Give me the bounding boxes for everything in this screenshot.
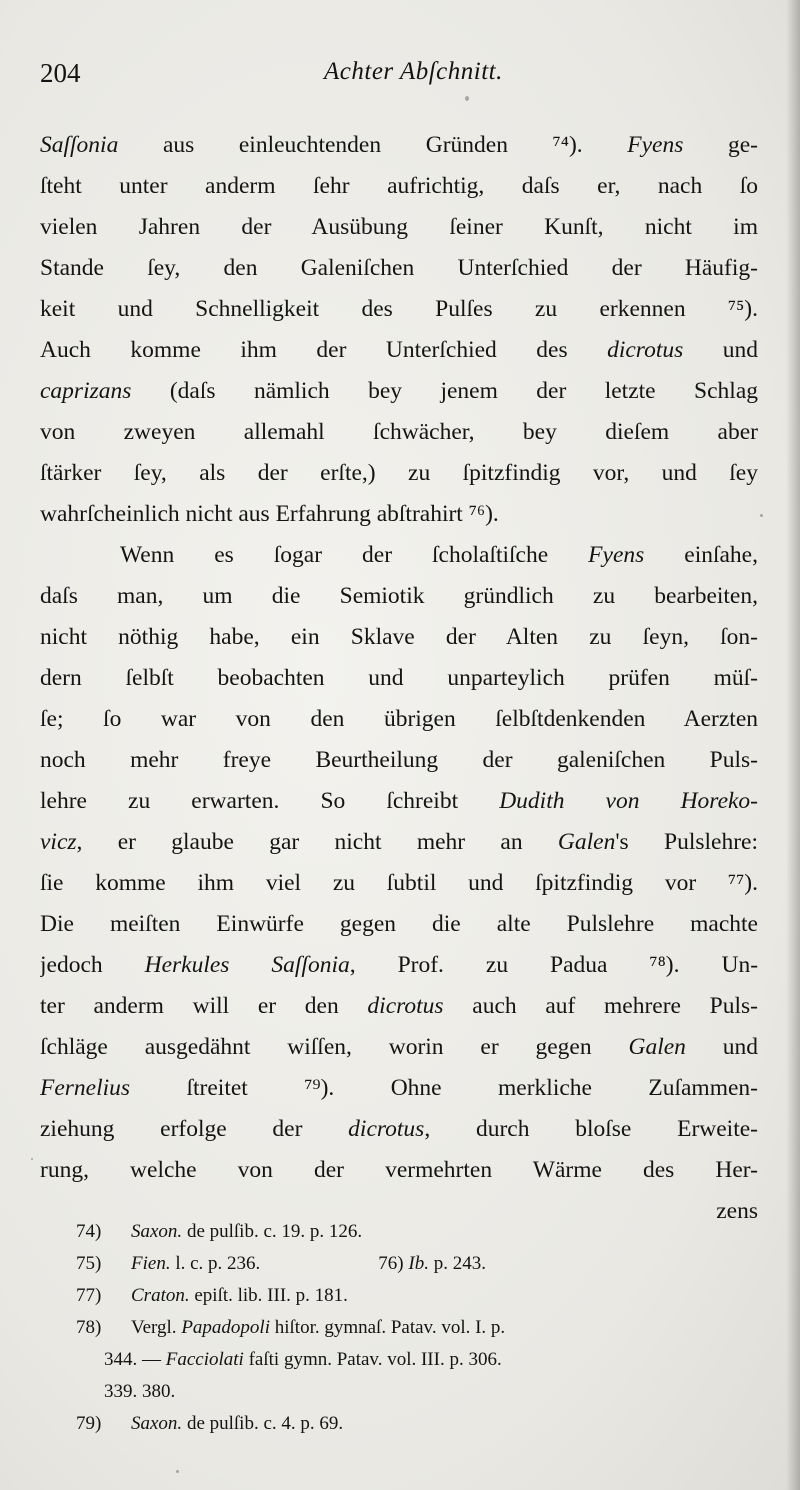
text-line: keit und Schnelligkeit des Pulſes zu erkennen ⁷⁵). [40,296,758,322]
text-line: noch mehr freye Beurtheilung der galeniſchen Puls- [40,747,758,773]
catchword: zens [716,1198,758,1224]
text-line: wahrſcheinlich nicht aus Erfahrung abſtrahirt ⁷⁶). [40,501,499,527]
footnotes [76,1216,766,1440]
footnote-78-continued: 339. 380. [104,1381,176,1402]
text-line: von zweyen allemahl ſchwächer, bey dieſem aber [40,419,758,445]
text-line: ſie komme ihm viel zu ſubtil und ſpitzfindig vor ⁷⁷). [40,870,758,896]
footnote-75-76: 75) Fien. l. c. p. 236. 76) Ib. p. 243. [76,1253,486,1274]
text-line: ſe; ſo war von den übrigen ſelbſtdenkenden Aerzten [40,706,758,732]
text-line: ſtärker ſey, als der erſte,) zu ſpitzfindig vor, und ſey [40,460,758,486]
text-line: ſteht unter anderm ſehr aufrichtig, daſs er, nach ſo [40,173,758,199]
text-line: caprizans (daſs nämlich bey jenem der letzte Schlag [40,378,758,404]
text-line: Die meiſten Einwürfe gegen die alte Pulslehre machte [40,911,758,937]
text-line: ziehung erfolge der dicrotus, durch bloſse Erweite- [40,1116,758,1142]
page-number: 204 [40,58,81,88]
text-line: nicht nöthig habe, ein Sklave der Alten zu ſeyn, ſon- [40,624,758,650]
text-line: lehre zu erwarten. So ſchreibt Dudith von Horeko- [40,788,758,814]
text-line: Fernelius ſtreitet ⁷⁹). Ohne merkliche Zuſammen- [40,1075,758,1101]
text-line: Stande ſey, den Galeniſchen Unterſchied der Häufig- [40,255,758,281]
paper-speck [31,1158,33,1160]
footnote-77: 77) Craton. epiſt. lib. III. p. 181. [76,1285,348,1306]
paper-speck [465,96,469,101]
paper-speck [760,514,763,517]
text-line: daſs man, um die Semiotik gründlich zu bearbeiten, [40,583,758,609]
running-head: Achter Abſchnitt. [324,58,503,85]
page-header [40,58,760,98]
footnote-74: 74) Saxon. de pulſib. c. 19. p. 126. [76,1221,363,1242]
text-line: ter anderm will er den dicrotus auch auf mehrere Puls- [40,993,758,1019]
paper-speck [176,1470,179,1473]
text-line: dern ſelbſt beobachten und unparteylich prüfen müſ- [40,665,758,691]
text-line: ſchläge ausgedähnt wiſſen, worin er gegen Galen und [40,1034,758,1060]
text-line: vielen Jahren der Ausübung ſeiner Kunſt, nicht im [40,214,758,240]
footnote-78-continued: 344. — Facciolati faſti gymn. Patav. vol. III. p. 306. [104,1349,502,1370]
text-line: vicz, er glaube gar nicht mehr an Galen's Pulslehre: [40,829,758,855]
footnote-78: 78) Vergl. Papadopoli hiſtor. gymnaſ. Patav. vol. I. p. [76,1317,506,1338]
body-text [40,125,758,1232]
text-line: Wenn es ſogar der ſcholaſtiſche Fyens einſahe, [120,542,758,568]
text-line: jedoch Herkules Saſſonia, Prof. zu Padua ⁷⁸). Un- [40,952,758,978]
text-line: rung, welche von der vermehrten Wärme des Her- [40,1157,758,1183]
text-line: Saſſonia aus einleuchtenden Gründen ⁷⁴). Fyens ge- [40,132,758,158]
footnote-79: 79) Saxon. de pulſib. c. 4. p. 69. [76,1413,344,1434]
text-line: Auch komme ihm der Unterſchied des dicrotus und [40,337,758,363]
